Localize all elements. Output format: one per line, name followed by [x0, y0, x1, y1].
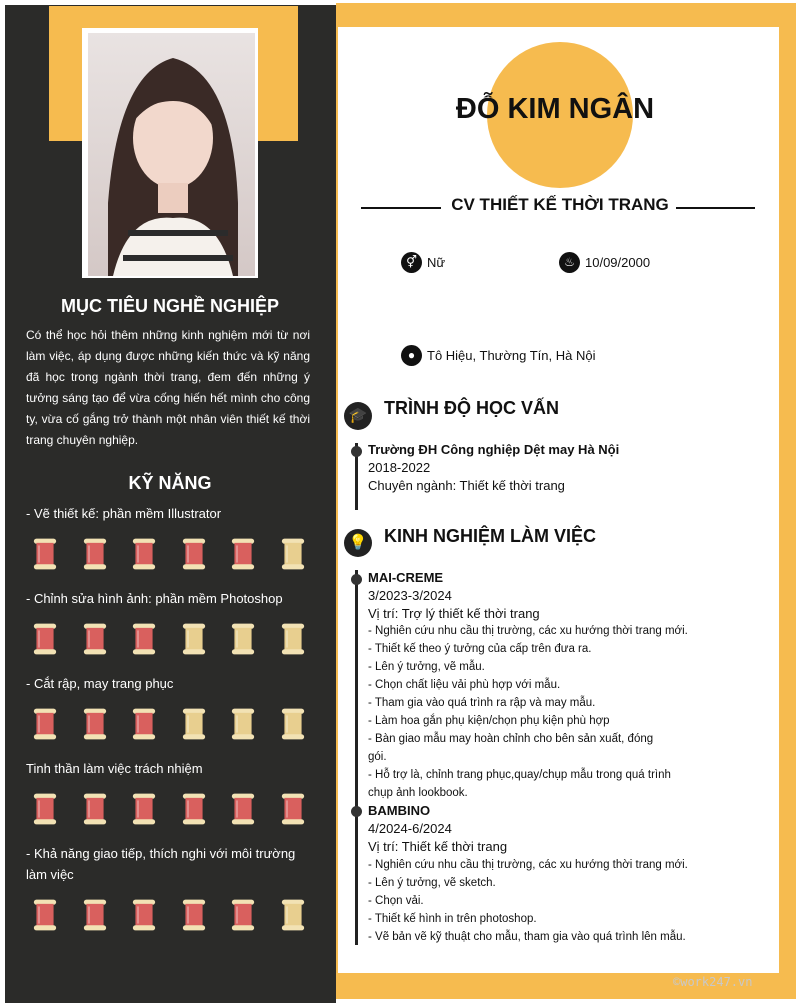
lightbulb-icon: 💡 — [344, 529, 372, 557]
job-company: BAMBINO — [368, 803, 431, 818]
timeline-dot — [351, 446, 362, 457]
job-task: - Bàn giao mẫu may hoàn chỉnh cho bên sản xuất, đóng gói. — [368, 733, 654, 763]
job-task: - Chọn vải. — [368, 895, 424, 907]
job-role: Vị trí: Trợ lý thiết kế thời trang — [368, 606, 540, 621]
job-task: - Vẽ bản vẽ kỹ thuật cho mẫu, tham gia vào quá trình lên mẫu. — [368, 931, 686, 943]
skill-label: Tinh thần làm việc trách nhiệm — [26, 761, 203, 776]
spool-filled-icon — [33, 536, 57, 572]
location-pin-icon: ● — [401, 345, 422, 366]
spool-empty-icon — [281, 621, 305, 657]
spool-filled-icon — [132, 791, 156, 827]
job-task: - Chọn chất liệu vải phù hợp với mẫu. — [368, 679, 561, 691]
skill-rating — [33, 791, 313, 827]
job-task: - Nghiên cứu nhu cầu thị trường, các xu hướng thời trang mới. — [368, 859, 688, 871]
skill-label: - Khả năng giao tiếp, thích nghi với môi trường làm việc — [26, 846, 296, 882]
skill-label: - Cắt rập, may trang phục — [26, 676, 174, 691]
job-task: - Lên ý tưởng, vẽ sketch. — [368, 877, 496, 889]
experience-title: KINH NGHIỆM LÀM VIỆC — [384, 526, 597, 546]
job-task: - Làm hoa gắn phụ kiện/chọn phụ kiện phù hợp — [368, 715, 610, 727]
skill-rating — [33, 621, 313, 657]
spool-filled-icon — [182, 791, 206, 827]
spool-filled-icon — [83, 536, 107, 572]
spool-filled-icon — [132, 897, 156, 933]
spool-filled-icon — [33, 706, 57, 742]
job-task: - Thiết kế hình in trên photoshop. — [368, 913, 537, 925]
job-period: 3/2023-3/2024 — [368, 588, 452, 603]
spool-filled-icon — [132, 621, 156, 657]
spool-filled-icon — [83, 791, 107, 827]
divider-right — [676, 207, 755, 209]
spool-filled-icon — [231, 791, 255, 827]
spool-filled-icon — [281, 791, 305, 827]
spool-empty-icon — [182, 621, 206, 657]
job-task: - Lên ý tưởng, vẽ mẫu. — [368, 661, 485, 673]
timeline-dot — [351, 574, 362, 585]
school-name: Trường ĐH Công nghiệp Dệt may Hà Nội — [368, 442, 620, 457]
profile-photo — [88, 33, 255, 276]
timeline-dot — [351, 806, 362, 817]
gender-value: Nữ — [427, 255, 446, 270]
spool-filled-icon — [132, 536, 156, 572]
spool-filled-icon — [33, 621, 57, 657]
spool-filled-icon — [83, 706, 107, 742]
objective-text: Có thể học hỏi thêm những kinh nghiệm mới từ nơi làm việc, áp dụng được những kiến thức và kỹ năng đã học trong ngành thời trang, đem đến những ý tưởng sáng tạo để vừa cống hiến hết mình cho công ty, vừa cố gắng trở thành một nhân viên thiết kế thời trang chuyên nghiệp. — [26, 328, 310, 447]
full-name: ĐỖ KIM NGÂN — [455, 93, 655, 125]
spool-filled-icon — [231, 536, 255, 572]
divider-left — [361, 207, 441, 209]
school-major: Chuyên ngành: Thiết kế thời trang — [368, 478, 565, 493]
gender-icon: ⚥ — [401, 252, 422, 273]
job-role: Vị trí: Thiết kế thời trang — [368, 839, 508, 854]
skills-title: KỸ NĂNG — [128, 473, 212, 493]
job-period: 4/2024-6/2024 — [368, 821, 452, 836]
spool-filled-icon — [231, 897, 255, 933]
education-title: TRÌNH ĐỘ HỌC VẤN — [384, 398, 559, 418]
skill-rating — [33, 706, 313, 742]
skill-rating — [33, 536, 313, 572]
job-task: - Thiết kế theo ý tưởng của cấp trên đưa ra. — [368, 643, 592, 655]
skill-label: - Chỉnh sửa hình ảnh: phần mềm Photoshop — [26, 591, 283, 606]
skill-label: - Vẽ thiết kế: phần mềm Illustrator — [26, 506, 222, 521]
school-years: 2018-2022 — [368, 460, 431, 475]
job-task: - Nghiên cứu nhu cầu thị trường, các xu hướng thời trang mới. — [368, 625, 688, 637]
spool-filled-icon — [33, 791, 57, 827]
address-value: Tô Hiệu, Thường Tín, Hà Nội — [427, 348, 596, 363]
watermark: ©work247.vn — [673, 975, 753, 989]
job-task: - Tham gia vào quá trình ra rập và may mẫu. — [368, 697, 596, 709]
spool-empty-icon — [281, 536, 305, 572]
spool-empty-icon — [182, 706, 206, 742]
graduation-cap-icon: 🎓 — [344, 402, 372, 430]
birthdate-value: 10/09/2000 — [585, 255, 651, 270]
cake-icon: ♨ — [559, 252, 580, 273]
spool-filled-icon — [33, 897, 57, 933]
experience-timeline — [355, 570, 358, 945]
cv-subtitle: CV THIẾT KẾ THỜI TRANG — [451, 195, 669, 214]
spool-filled-icon — [83, 897, 107, 933]
spool-filled-icon — [182, 536, 206, 572]
spool-empty-icon — [281, 897, 305, 933]
objective-title: MỤC TIÊU NGHỀ NGHIỆP — [60, 296, 279, 316]
skill-rating — [33, 897, 313, 933]
spool-empty-icon — [231, 706, 255, 742]
spool-empty-icon — [281, 706, 305, 742]
spool-filled-icon — [182, 897, 206, 933]
job-task: - Hỗ trợ là, chỉnh trang phục,quay/chụp mẫu trong quá trình chụp ảnh lookbook. — [368, 769, 671, 799]
spool-filled-icon — [83, 621, 107, 657]
spool-empty-icon — [231, 621, 255, 657]
job-company: MAI-CREME — [368, 570, 444, 585]
spool-filled-icon — [132, 706, 156, 742]
